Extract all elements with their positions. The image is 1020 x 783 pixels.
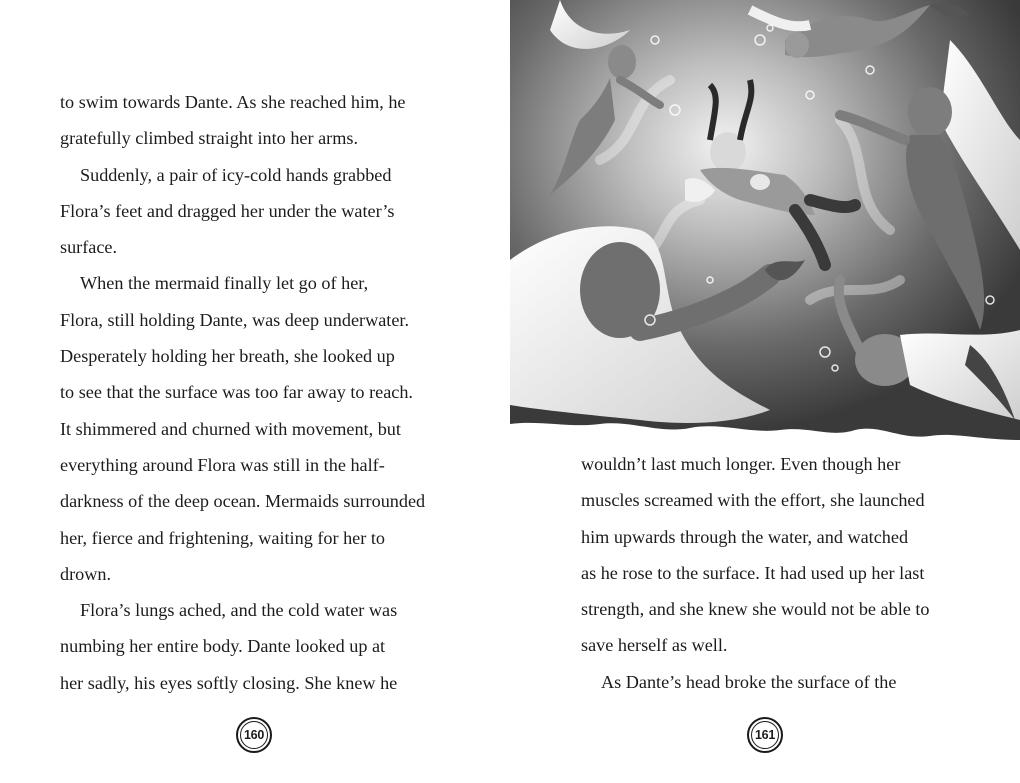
text-line: Flora’s feet and dragged her under the water’s (60, 200, 395, 221)
text-line: to swim towards Dante. As she reached him, he (60, 92, 406, 112)
text-line: Suddenly, a pair of icy-cold hands grabbed (80, 164, 392, 185)
left-page-text (60, 88, 460, 705)
text-line: everything around Flora was still in the half- (60, 454, 385, 475)
text-line: When the mermaid finally let go of her, (80, 273, 369, 294)
right-page-text (581, 450, 1001, 704)
text-line: Flora’s lungs ached, and the cold water was (80, 600, 398, 621)
mermaids-underwater-illustration (510, 0, 1020, 445)
page-number (747, 717, 783, 753)
text-line: Desperately holding her breath, she looked up (60, 346, 395, 367)
text-line: as he rose to the surface. It had used up her last (581, 562, 925, 583)
text-line: Flora, still holding Dante, was deep underwater. (60, 309, 410, 330)
text-line: darkness of the deep ocean. Mermaids surrounded (60, 491, 426, 512)
text-line: save herself as well. (581, 635, 728, 656)
page-number-label: 160 (244, 728, 264, 742)
text-line: drown. (60, 563, 112, 584)
text-line: her, fierce and frightening, waiting for her to (60, 527, 386, 548)
page-number (236, 717, 272, 753)
text-line: muscles screamed with the effort, she launched (581, 490, 925, 511)
text-line: to see that the surface was too far away to reach. (60, 382, 413, 403)
text-line: wouldn’t last much longer. Even though her (581, 454, 901, 474)
text-line: numbing her entire body. Dante looked up at (60, 636, 386, 657)
text-line: surface. (60, 237, 118, 258)
text-line: As Dante’s head broke the surface of the (601, 671, 897, 692)
page-number-label: 161 (755, 728, 775, 742)
right-page (510, 0, 1020, 783)
text-line: him upwards through the water, and watched (581, 526, 909, 547)
text-line: strength, and she knew she would not be able to (581, 599, 930, 620)
text-line: gratefully climbed straight into her arms. (60, 128, 358, 149)
text-line: It shimmered and churned with movement, but (60, 418, 401, 439)
text-line: her sadly, his eyes softly closing. She knew he (60, 672, 398, 693)
